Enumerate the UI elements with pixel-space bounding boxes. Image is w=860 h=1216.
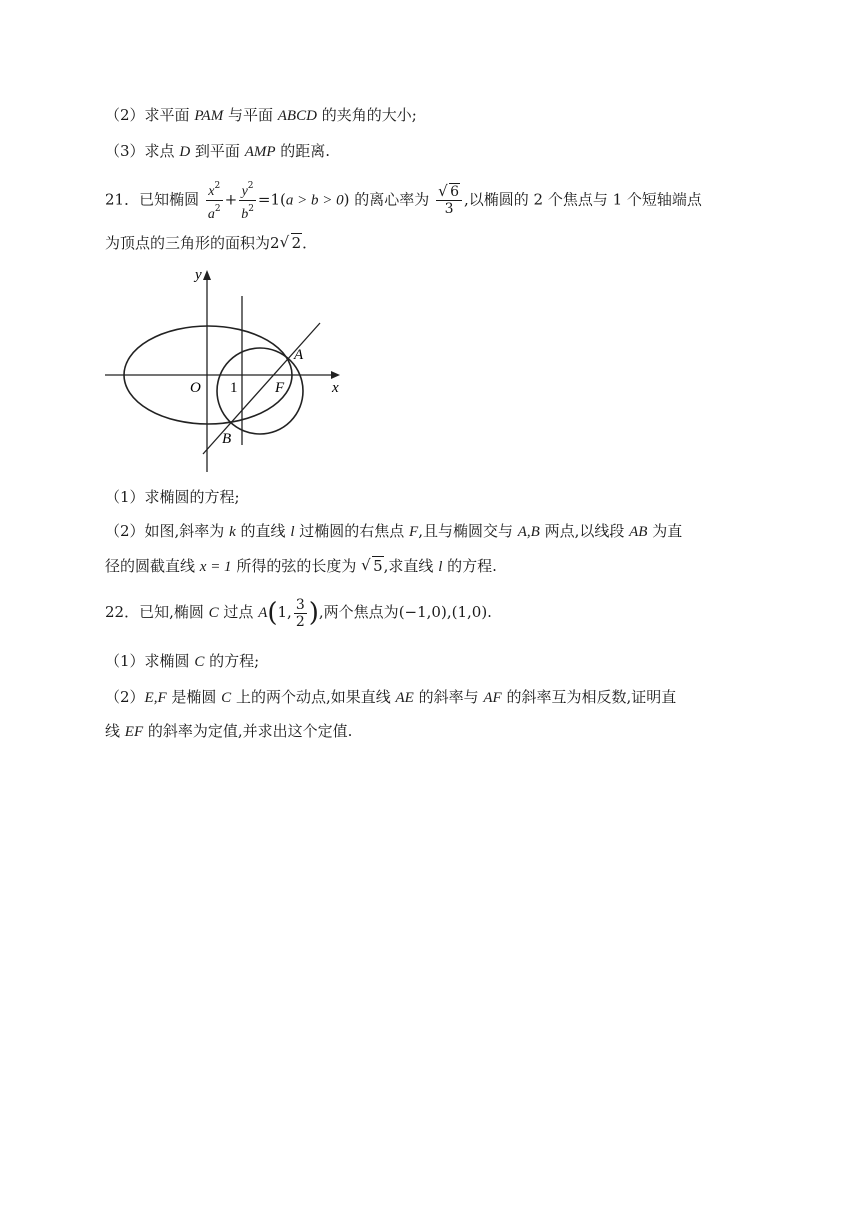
label-x: x [332,380,339,396]
ellipse-x-term: $\frac{x^2}{a^2}$ [206,178,223,223]
q22-part1: （1）求椭圆 C 的方程; [105,652,260,670]
q20-part3: （3）求点 D 到平面 AMP 的距离. [105,142,331,160]
label-y: y [195,267,202,283]
label-origin: O [190,380,201,396]
q22-part2-line2: 线 EF 的斜率为定值,并求出这个定值. [105,722,353,740]
ellipse-y-term: $\frac{y^2}{b^2}$ [239,178,256,223]
q22-statement: 22．已知,椭圆 C 过点 A(1, $\frac{3}{2}$ ),两个焦点为(−1,0),(1,0). [105,596,492,630]
label-one: 1 [230,380,238,396]
point-a-y-fraction: $\frac{3}{2}$ [295,596,305,630]
label-B: B [222,431,232,447]
x-axis-arrow [331,371,340,379]
y-axis-arrow [203,270,211,280]
q21-part2-line2: 径的圆截直线 x = 1 所得的弦的长度为 √ 5,求直线 l 的方程. [105,556,497,575]
q21-statement: 21．已知椭圆 $\frac{x^2}{a^2}$ + $\frac{y^2}{b^2}$ =1(a > b > 0) 的离心率为 √ 6 3 ,以椭圆的 2 个焦点与 1 个短轴端点 [105,178,702,223]
eccentricity-fraction: √ 6 3 [436,184,462,217]
q22-part2: （2）E,F 是椭圆 C 上的两个动点,如果直线 AE 的斜率与 AF 的斜率互为相反数,证明直 [105,688,677,706]
label-F: F [275,380,285,396]
q21-figure [100,262,350,477]
label-A: A [294,347,304,363]
q21-part2: （2）如图,斜率为 k 的直线 l 过椭圆的右焦点 F,且与椭圆交与 A,B 两点,以线段 AB 为直 [105,522,683,540]
q21-part1: （1）求椭圆的方程; [105,488,240,506]
q20-part2: （2）求平面 PAM 与平面 ABCD 的夹角的大小; [105,106,417,124]
q21-statement-line2: 为顶点的三角形的面积为2 √ 2． [105,233,318,252]
